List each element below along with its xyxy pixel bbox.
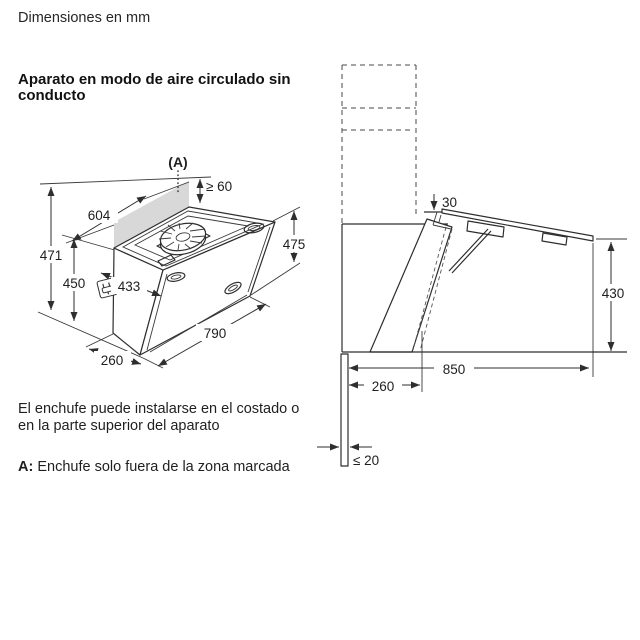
note-line2: en la parte superior del aparato [18,418,220,434]
dim-top-clearance [200,179,232,203]
section-heading-line1: Aparato en modo de aire circulado sin [18,71,291,88]
right-diagram [317,65,632,468]
svg-text:471: 471 [39,248,63,263]
hood-side-profile [370,219,452,352]
svg-text:≥ 60: ≥ 60 [206,179,233,194]
page-title: Dimensiones en mm [18,10,151,26]
zone-label: (A) [168,154,188,170]
svg-text:604: 604 [87,208,111,223]
footnote [18,459,290,475]
footnote-text: Enchufe solo fuera de la zona marcada [37,459,290,475]
wall-panel [341,354,348,466]
note-line1: El enchufe puede instalarse en el costado o [18,401,300,417]
left-diagram [34,154,311,368]
chimney-dashed-outline [342,65,416,223]
flap-strut [449,229,491,273]
section-heading-line2: conducto [18,87,86,104]
svg-text:850: 850 [442,362,466,377]
svg-text:260: 260 [371,379,395,394]
svg-text:450: 450 [62,276,86,291]
dim-total-depth [349,360,589,377]
svg-text:260: 260 [100,353,124,368]
dim-front-height [595,242,632,351]
open-flap [433,209,593,273]
svg-text:30: 30 [442,195,458,210]
svg-text:475: 475 [282,237,306,252]
svg-text:790: 790 [203,326,227,341]
svg-text:430: 430 [601,286,625,301]
svg-text:433: 433 [117,279,141,294]
svg-text:≤ 20: ≤ 20 [353,453,380,468]
footnote-label: A: [18,459,34,475]
note-text [18,401,299,435]
